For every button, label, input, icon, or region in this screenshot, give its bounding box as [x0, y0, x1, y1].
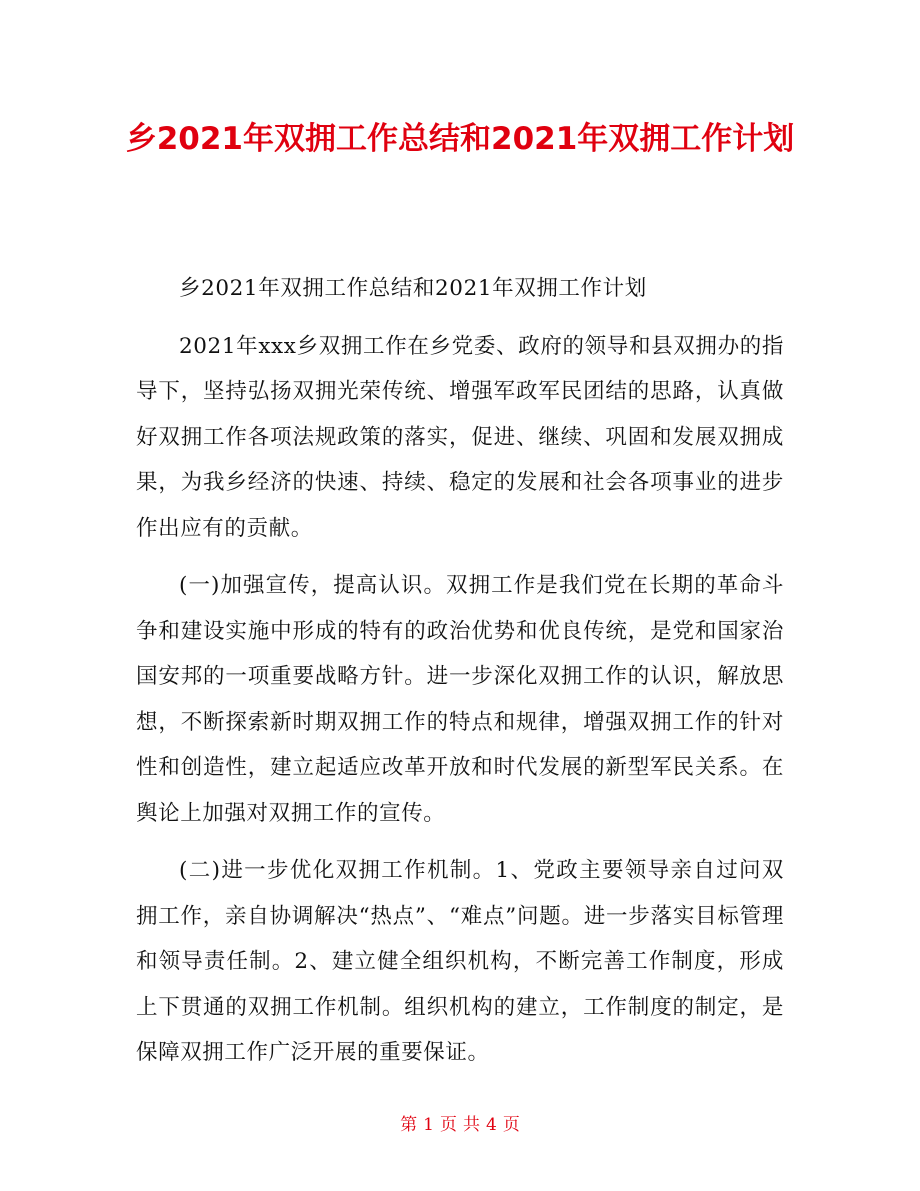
document-body: [136, 266, 784, 1076]
page-number-footer: [0, 1113, 920, 1137]
footer-total-word: 共: [463, 1115, 480, 1135]
footer-current-page: 1: [423, 1115, 434, 1135]
footer-prefix: 第: [400, 1115, 418, 1135]
paragraph-section-two: (二)进一步优化双拥工作机制。1、党政主要领导亲自过问双拥工作，亲自协调解决“热点”、“难点”问题。进一步落实目标管理和领导责任制。2、建立健全组织机构，不断完善工作制度，形成上下贯通的双拥工作机制。组织机构的建立，工作制度的制定，是保障双拥工作广泛开展的重要保证。: [136, 858, 784, 1065]
paragraph-summary-intro: 2021年xxx乡双拥工作在乡党委、政府的领导和县双拥办的指导下，坚持弘扬双拥光荣传统、增强军政军民团结的思路，认真做好双拥工作各项法规政策的落实，促进、继续、巩固和发展双拥成果，为我乡经济的快速、持续、稳定的发展和社会各项事业的进步作出应有的贡献。: [136, 333, 784, 541]
footer-total-pages: 4: [486, 1115, 497, 1135]
footer-page-word: 页: [440, 1115, 457, 1135]
footer-suffix: 页: [502, 1115, 520, 1135]
paragraph-heading-repeat: 乡2021年双拥工作总结和2021年双拥工作计划: [179, 276, 647, 301]
paragraph-section-one: (一)加强宣传，提高认识。双拥工作是我们党在长期的革命斗争和建设实施中形成的特有的政治优势和优良传统，是党和国家治国安邦的一项重要战略方针。进一步深化双拥工作的认识，解放思想，不断探索新时期双拥工作的特点和规律，增强双拥工作的针对性和创造性，建立起适应改革开放和时代发展的新型军民关系。在舆论上加强对双拥工作的宣传。: [136, 573, 784, 826]
document-title: 乡2021年双拥工作总结和2021年双拥工作计划: [125, 121, 795, 157]
